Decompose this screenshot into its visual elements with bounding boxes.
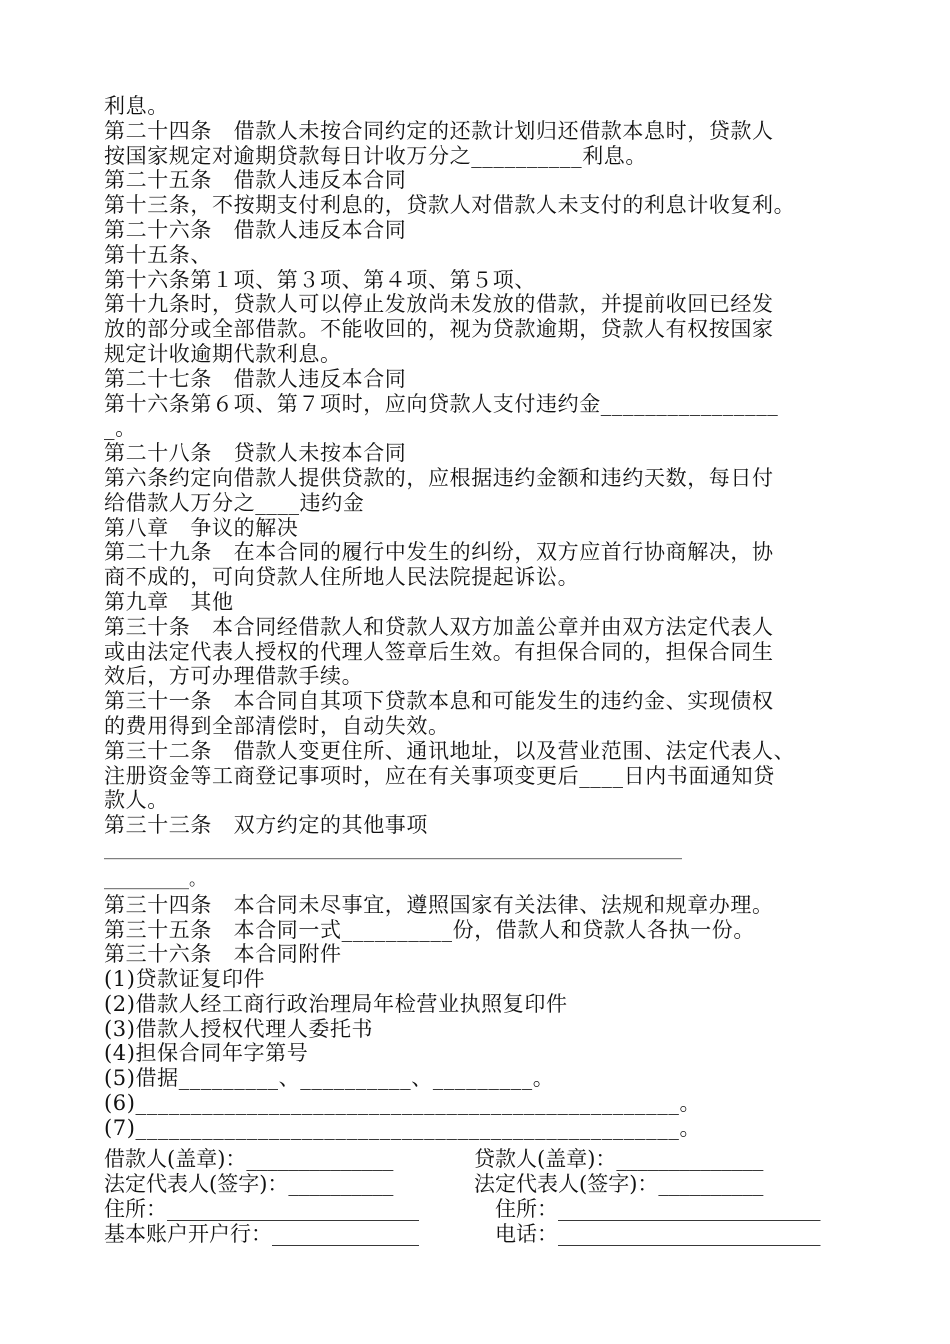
text-line: 第十三条，不按期支付利息的，贷款人对借款人未支付的利息计收复利。: [104, 193, 796, 218]
text-line: 第三十四条 本合同未尽事宜，遵照国家有关法律、法规和规章办理。: [104, 892, 774, 917]
text-line: 第十五条、: [104, 242, 212, 267]
text-line: 第三十条 本合同经借款人和贷款人双方加盖公章并由双方法定代表人: [104, 614, 774, 639]
text-line: 第二十四条 借款人未按合同约定的还款计划归还借款本息时，贷款人: [104, 118, 774, 143]
text-line: __________。: [104, 869, 206, 890]
text-line: ____________________________________________________________________: [104, 839, 682, 860]
text-line: 注册资金等工商登记事项时，应在有关事项变更后____日内书面通知贷: [104, 763, 775, 788]
signature-left-field: 法定代表人(签字)：__________: [104, 1172, 394, 1196]
text-line: 第八章 争议的解决: [104, 515, 299, 540]
text-line: 第十六条第１项、第３项、第４项、第５项、: [104, 267, 536, 292]
text-line: 第九章 其他: [104, 589, 234, 614]
text-line: 规定计收逾期代款利息。: [104, 341, 342, 366]
signature-right-field: 住所：_________________________: [474, 1197, 821, 1221]
text-line: (4)担保合同年字第号: [104, 1041, 309, 1066]
signature-right-field: 电话：_________________________: [474, 1222, 821, 1246]
text-line: 商不成的，可向贷款人住所地人民法院提起诉讼。: [104, 565, 580, 590]
text-line: 放的部分或全部借款。不能收回的，视为贷款逾期，贷款人有权按国家: [104, 317, 774, 342]
text-line: 第二十九条 在本合同的履行中发生的纠纷，双方应首行协商解决，协: [104, 540, 774, 565]
signature-right-field: 法定代表人(签字)：__________: [474, 1172, 764, 1196]
text-line: (2)借款人经工商行政治理局年检营业执照复印件: [104, 991, 568, 1016]
text-line: _。: [104, 416, 137, 441]
signature-right-field: 贷款人(盖章)：______________: [474, 1147, 764, 1171]
signature-left-field: 住所：________________________: [104, 1197, 419, 1221]
text-line: 第二十六条 借款人违反本合同: [104, 217, 407, 242]
text-line: 第六条约定向借款人提供贷款的，应根据违约金额和违约天数，每日付: [104, 465, 774, 490]
text-line: 的费用得到全部清偿时，自动失效。: [104, 713, 450, 738]
signature-left-field: 借款人(盖章)：______________: [104, 1147, 394, 1171]
text-line: 或由法定代表人授权的代理人签章后生效。有担保合同的，担保合同生: [104, 639, 774, 664]
text-line: 第十九条时，贷款人可以停止发放尚未发放的借款，并提前收回已经发: [104, 292, 774, 317]
text-line: 第三十五条 本合同一式__________份，借款人和贷款人各执一份。: [104, 917, 755, 942]
text-line: 第三十二条 借款人变更住所、通讯地址，以及营业范围、法定代表人、: [104, 738, 796, 763]
text-line: (3)借款人授权代理人委托书: [104, 1016, 374, 1041]
text-line: 效后，方可办理借款手续。: [104, 664, 364, 689]
text-line: (6)_________________________________________________。: [104, 1091, 702, 1116]
text-line: 第二十五条 借款人违反本合同: [104, 168, 407, 193]
text-line: 第三十六条 本合同附件: [104, 942, 342, 967]
text-line: 第二十八条 贷款人未按本合同: [104, 441, 407, 466]
text-line: 第十六条第６项、第７项时，应向贷款人支付违约金________________: [104, 391, 779, 416]
text-line: 按国家规定对逾期贷款每日计收万分之__________利息。: [104, 143, 647, 168]
text-line: 第三十一条 本合同自其项下贷款本息和可能发生的违约金、实现债权: [104, 689, 774, 714]
text-line: 给借款人万分之____违约金: [104, 490, 365, 515]
text-line: (1)贷款证复印件: [104, 967, 266, 992]
contract-body: [104, 94, 864, 1141]
text-line: (7)_________________________________________________。: [104, 1115, 702, 1140]
signature-left-field: 基本账户开户行：______________: [104, 1222, 419, 1246]
text-line: 第二十七条 借款人违反本合同: [104, 366, 407, 391]
text-line: 利息。: [104, 94, 169, 118]
text-line: 款人。: [104, 788, 169, 813]
text-line: (5)借据_________、__________、_________。: [104, 1066, 555, 1091]
text-line: 第三十三条 双方约定的其他事项: [104, 813, 428, 838]
